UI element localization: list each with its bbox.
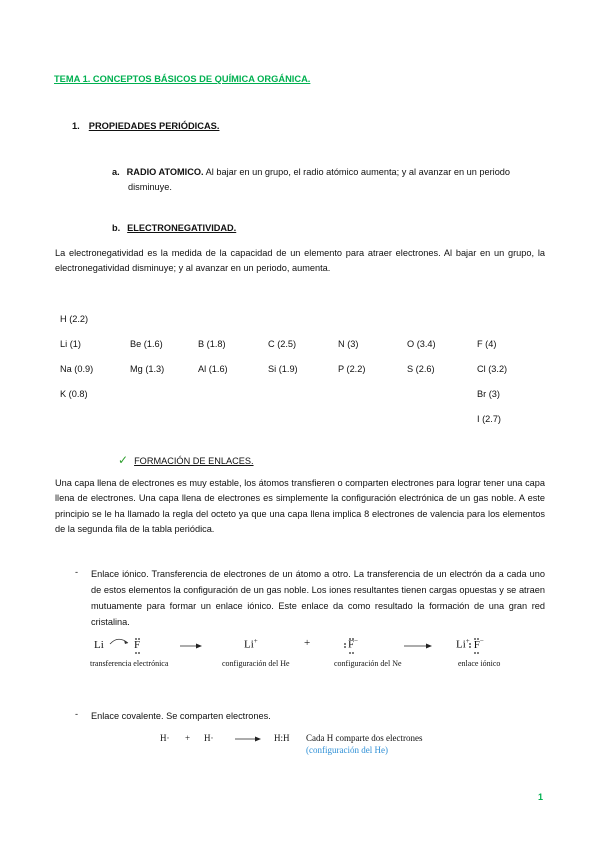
plus-sign: +	[304, 637, 311, 649]
reaction-arrow-1-head	[196, 644, 202, 649]
table-cell-h: H (2.2)	[60, 314, 89, 324]
f-atom: F	[134, 639, 141, 651]
enlaces-heading-text: FORMACIÓN DE ENLACES.	[134, 456, 254, 466]
reaction-arrow-icon	[234, 734, 264, 744]
li-atom: Li	[94, 639, 104, 651]
table-cell-i: I (2.7)	[477, 414, 501, 424]
caption-config-ne: configuración del Ne	[334, 659, 402, 668]
reaction-arrow-2-head	[426, 644, 432, 649]
document-title: TEMA 1. CONCEPTOS BÁSICOS DE QUÍMICA ORGÁNICA.	[54, 74, 311, 84]
caption-enlace-ionico: enlace iónico	[458, 659, 501, 668]
table-cell-si: Si (1.9)	[268, 364, 298, 374]
table-cell-f: F (4)	[477, 339, 497, 349]
covalent-caption: Cada H comparte dos electrones	[306, 733, 423, 743]
h-atom-2: H·	[204, 733, 214, 743]
table-cell-p: P (2.2)	[338, 364, 366, 374]
caption-config-he: configuración del He	[222, 659, 290, 668]
table-cell-be: Be (1.6)	[130, 339, 163, 349]
electronegatividad-heading	[112, 223, 236, 233]
item-label-a: a.	[112, 167, 120, 177]
table-cell-mg: Mg (1.3)	[130, 364, 165, 374]
table-cell-b: B (1.8)	[198, 339, 226, 349]
h-atom-1: H·	[160, 733, 170, 743]
radio-heading: RADIO ATOMICO.	[126, 167, 204, 177]
caption-transferencia: transferencia electrónica	[90, 659, 169, 668]
section-heading-1	[72, 121, 219, 131]
enlaces-paragraph: Una capa llena de electrones es muy estable, los átomos transfieren o comparten electrones para lograr tener una capa llena de electrones. Una capa llena de electrones es simplemente la configuración electrónica de un gas noble. A este principio se le ha llamado la regla del octeto ya que una capa llena implica 8 electrones de valencia para los elementos de la segunda fila de la tabla periódica.	[55, 478, 545, 534]
electron-transfer-arrowhead	[124, 640, 128, 644]
bullet-dash: -	[75, 567, 79, 577]
table-cell-s: S (2.6)	[407, 364, 435, 374]
ionic-bond-diagram	[88, 632, 518, 672]
table-cell-o: O (3.4)	[407, 339, 436, 349]
table-cell-c: C (2.5)	[268, 339, 297, 349]
electronegatividad-paragraph: La electronegatividad es la medida de la capacidad de un elemento para atraer electrones. Al bajar en un grupo, la electronegatividad disminuye; y al avanzar en un periodo, aumenta.	[55, 248, 545, 274]
table-cell-al: Al (1.6)	[198, 364, 228, 374]
h2-molecule: H:H	[274, 733, 290, 743]
covalente-paragraph: Enlace covalente. Se comparten electrones.	[91, 711, 271, 721]
table-cell-n: N (3)	[338, 339, 359, 349]
covalent-bond-diagram	[158, 731, 458, 759]
bullet-dash: -	[75, 709, 79, 719]
f-ion: F−	[348, 637, 359, 651]
li-ion: Li+	[244, 637, 258, 651]
radio-text-line1: Al bajar en un grupo, el radio atómico aumenta; y al avanzar en un periodo	[205, 167, 511, 177]
electro-heading: ELECTRONEGATIVIDAD.	[127, 223, 237, 233]
covalent-note: (configuración del He)	[306, 745, 388, 755]
item-label-b: b.	[112, 223, 121, 233]
radio-atomico-item	[112, 165, 546, 195]
plus-sign: +	[185, 733, 191, 743]
radio-text-line2: disminuye.	[128, 182, 172, 192]
section-number: 1.	[72, 121, 80, 131]
table-cell-na: Na (0.9)	[60, 364, 94, 374]
checkmark-icon: ✓	[118, 453, 129, 467]
table-cell-k: K (0.8)	[60, 389, 88, 399]
table-cell-cl: Cl (3.2)	[477, 364, 508, 374]
ionico-paragraph: Enlace iónico. Transferencia de electrones de un átomo a otro. La transferencia de un electrón da a cada uno de estos elementos la configuración de un gas noble. Los iones resultantes tienen cargas opuestas y se atraen mutuamente para formar un enlace iónico. Este enlace da como resultado la formación de una gran red cristalina.	[91, 569, 545, 627]
lif-product: Li+ F−	[456, 637, 484, 651]
table-cell-br: Br (3)	[477, 389, 500, 399]
section-title: PROPIEDADES PERIÓDICAS.	[88, 121, 220, 131]
page-number: 1	[538, 792, 544, 802]
table-cell-li: Li (1)	[60, 339, 81, 349]
enlaces-heading	[118, 453, 254, 467]
